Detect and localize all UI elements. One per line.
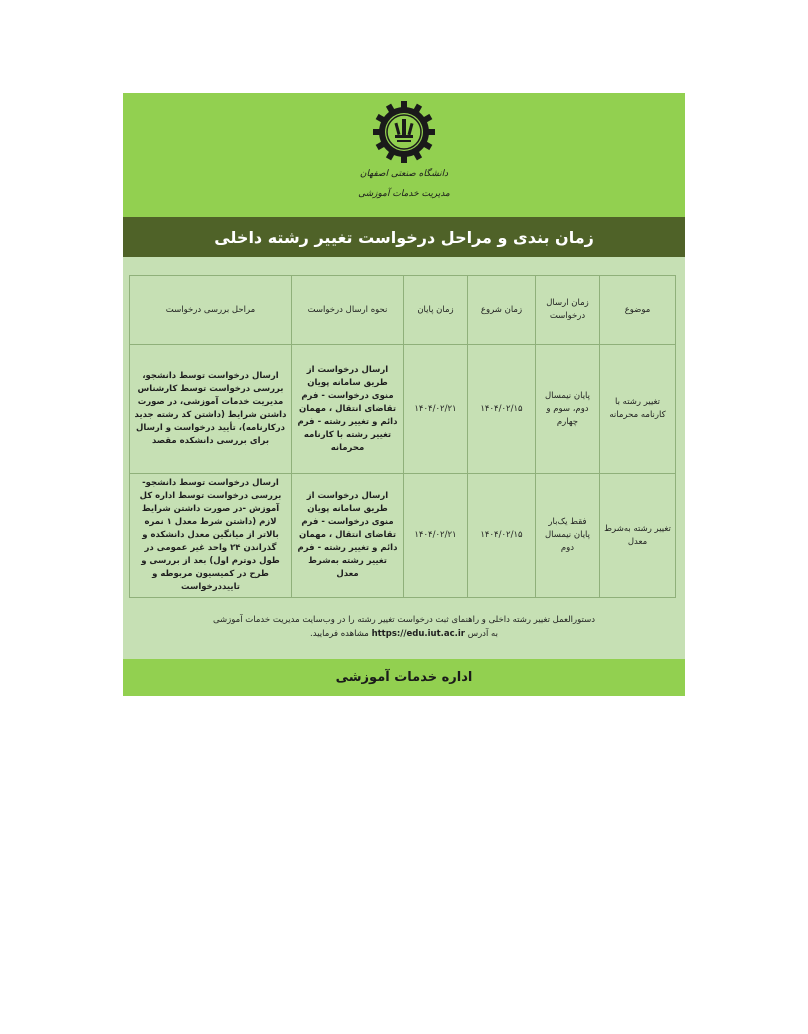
announcement-poster <box>123 93 685 696</box>
method-cell: ارسال درخواست از طریق سامانه پویان منوی درخواست - فرم تقاضای انتقال ، مهمان دائم و تغییر رشته - فرم تغییر رشته به‌شرط معدل <box>292 474 404 598</box>
send-time-cell: فقط یک‌بار پایان نیمسال دوم <box>536 474 600 598</box>
department-name: مدیریت خدمات آموزشی <box>358 189 450 199</box>
footer-office-name: اداره خدمات آموزشی <box>123 659 685 696</box>
university-name: دانشگاه صنعتی اصفهان <box>359 169 449 179</box>
column-header: زمان پایان <box>404 276 468 345</box>
stages-cell: ارسال درخواست توسط دانشجو، بررسی درخواست توسط کارشناس مدیریت خدمات آموزشی، در صورت داشتن شرایط (داشتن کد رشته جدید درکارنامه)، تأیید درخواست و ارسال برای بررسی دانشکده مقصد <box>130 345 292 474</box>
column-header: زمان شروع <box>468 276 536 345</box>
note-suffix: مشاهده فرمایید. <box>310 629 369 639</box>
stages-cell: ارسال درخواست توسط دانشجو- بررسی درخواست توسط اداره کل آموزش -در صورت داشتن شرایط لازم (داشتن شرط معدل ۱ نمره بالاتر از میانگین معدل دانشکده و گذراندن ۲۴ واحد غیر عمومی در طول دوترم اول) بعد از بررسی و طرح در کمیسیون مربوطه و تاییددرخواست <box>130 474 292 598</box>
start-date-cell: ۱۴۰۴/۰۲/۱۵ <box>468 345 536 474</box>
end-date-cell: ۱۴۰۴/۰۲/۲۱ <box>404 345 468 474</box>
gear-emblem-icon <box>373 101 435 163</box>
table-header-row <box>130 276 676 345</box>
table-row <box>130 345 676 474</box>
method-cell: ارسال درخواست از طریق سامانه پویان منوی درخواست - فرم تقاضای انتقال ، مهمان دائم و تغییر رشته - فرم تغییر رشته با کارنامه محرمانه <box>292 345 404 474</box>
end-date-cell: ۱۴۰۴/۰۲/۲۱ <box>404 474 468 598</box>
send-time-cell: پایان نیمسال دوم، سوم و چهارم <box>536 345 600 474</box>
schedule-table <box>129 275 676 598</box>
note-line-2 <box>153 627 655 641</box>
subject-cell: تغییر رشته به‌شرط معدل <box>600 474 676 598</box>
website-link[interactable]: https://edu.iut.ac.ir <box>371 629 465 639</box>
page-title: زمان بندی و مراحل درخواست تغییر رشته داخلی <box>123 217 685 257</box>
schedule-section <box>123 257 685 613</box>
note-line-1: دستورالعمل تغییر رشته داخلی و راهنمای ثبت درخواست تغییر رشته را در وب‌سایت مدیریت خدمات آموزشی <box>212 615 596 625</box>
column-header: زمان ارسال درخواست <box>536 276 600 345</box>
table-row <box>130 474 676 598</box>
start-date-cell: ۱۴۰۴/۰۲/۱۵ <box>468 474 536 598</box>
column-header: نحوه ارسال درخواست <box>292 276 404 345</box>
university-logo <box>354 99 454 207</box>
column-header: موضوع <box>600 276 676 345</box>
subject-cell: تغییر رشته با کارنامه محرمانه <box>600 345 676 474</box>
note-prefix: به آدرس <box>467 629 498 639</box>
column-header: مراحل بررسی درخواست <box>130 276 292 345</box>
instructions-note <box>123 613 685 659</box>
